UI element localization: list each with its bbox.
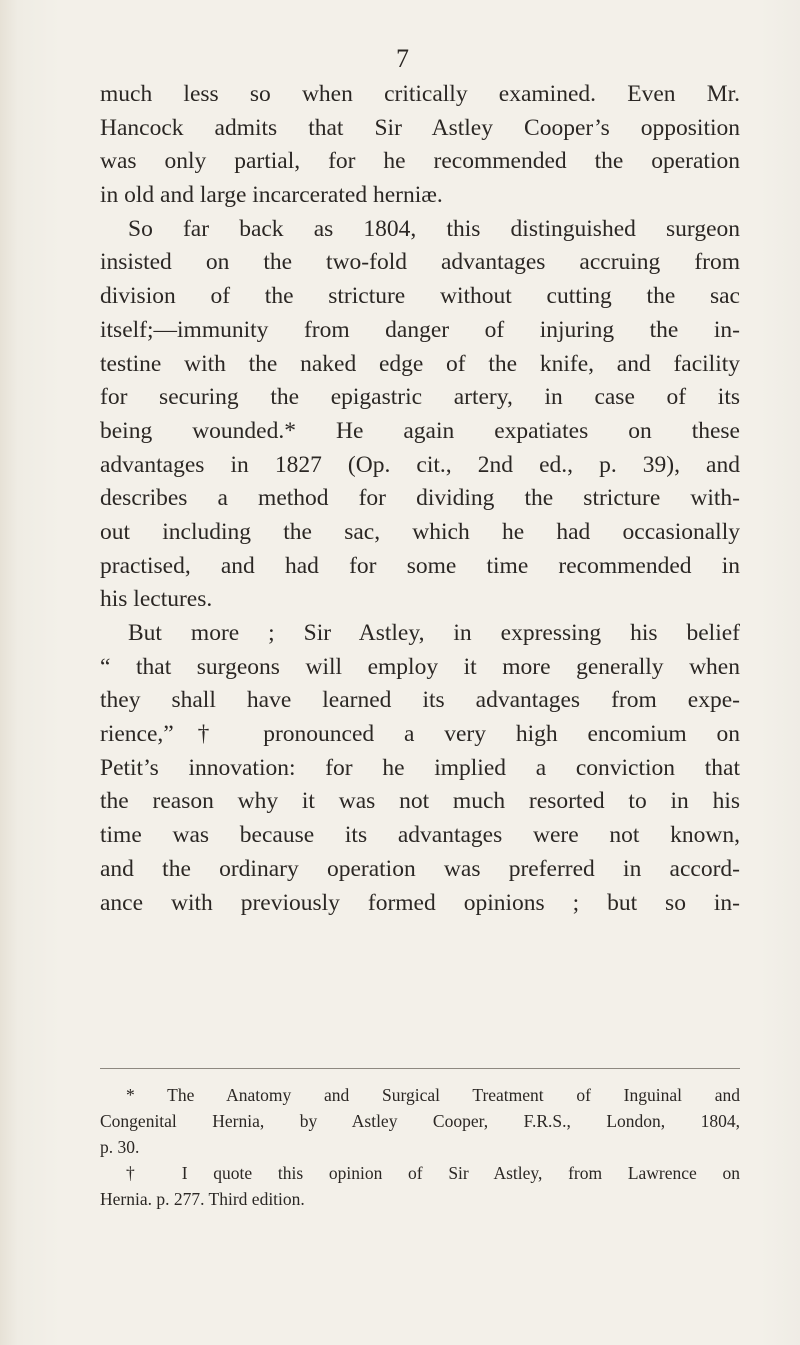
text-line: insisted on the two-fold advantages accruing from bbox=[100, 249, 740, 276]
footnote-line: Hernia. p. 277. Third edition. bbox=[100, 1189, 305, 1209]
text-line: for securing the epigastric artery, in case of its bbox=[100, 384, 740, 411]
footnote-line: * The Anatomy and Surgical Treatment of Inguinal and bbox=[126, 1085, 740, 1105]
text-line: So far back as 1804, this distinguished surgeon bbox=[128, 215, 740, 242]
text-line: itself;—immunity from danger of injuring the in- bbox=[100, 316, 740, 343]
text-line: advantages in 1827 (Op. cit., 2nd ed., p. 39), and bbox=[100, 451, 740, 478]
text-line: they shall have learned its advantages from expe- bbox=[100, 687, 740, 714]
text-line: his lectures. bbox=[100, 586, 213, 613]
text-line: Petit’s innovation: for he implied a conviction that bbox=[100, 754, 740, 781]
body-text bbox=[100, 78, 740, 920]
text-line: in old and large incarcerated herniæ. bbox=[100, 182, 443, 209]
footnote-line: p. 30. bbox=[100, 1137, 140, 1157]
text-line: “ that surgeons will employ it more generally when bbox=[100, 653, 740, 680]
text-line: the reason why it was not much resorted to in his bbox=[100, 788, 740, 815]
text-line: division of the stricture without cutting the sac bbox=[100, 283, 740, 310]
text-line: testine with the naked edge of the knife, and facility bbox=[100, 350, 740, 377]
text-line: out including the sac, which he had occasionally bbox=[100, 518, 740, 545]
footnote-line: † I quote this opinion of Sir Astley, from Lawrence on bbox=[126, 1163, 740, 1183]
text-line: ance with previously formed opinions ; but so in- bbox=[100, 889, 740, 916]
text-line: being wounded.* He again expatiates on these bbox=[100, 417, 740, 444]
text-line: and the ordinary operation was preferred in accord- bbox=[100, 855, 740, 882]
footnotes bbox=[100, 1082, 740, 1212]
footnote-divider bbox=[100, 1068, 740, 1069]
text-line: practised, and had for some time recommended in bbox=[100, 552, 740, 579]
text-line: much less so when critically examined. Even Mr. bbox=[100, 81, 740, 107]
page-number: 7 bbox=[396, 44, 409, 73]
text-line: Hancock admits that Sir Astley Cooper’s opposition bbox=[100, 114, 740, 141]
text-line: describes a method for dividing the stricture with- bbox=[100, 485, 740, 512]
footnote-line: Congenital Hernia, by Astley Cooper, F.R.S., London, 1804, bbox=[100, 1111, 740, 1131]
text-line: rience,”† pronounced a very high encomium on bbox=[100, 721, 740, 748]
text-line: But more ; Sir Astley, in expressing his belief bbox=[128, 620, 740, 646]
text-line: was only partial, for he recommended the operation bbox=[100, 148, 740, 175]
text-line: time was because its advantages were not known, bbox=[100, 822, 740, 849]
